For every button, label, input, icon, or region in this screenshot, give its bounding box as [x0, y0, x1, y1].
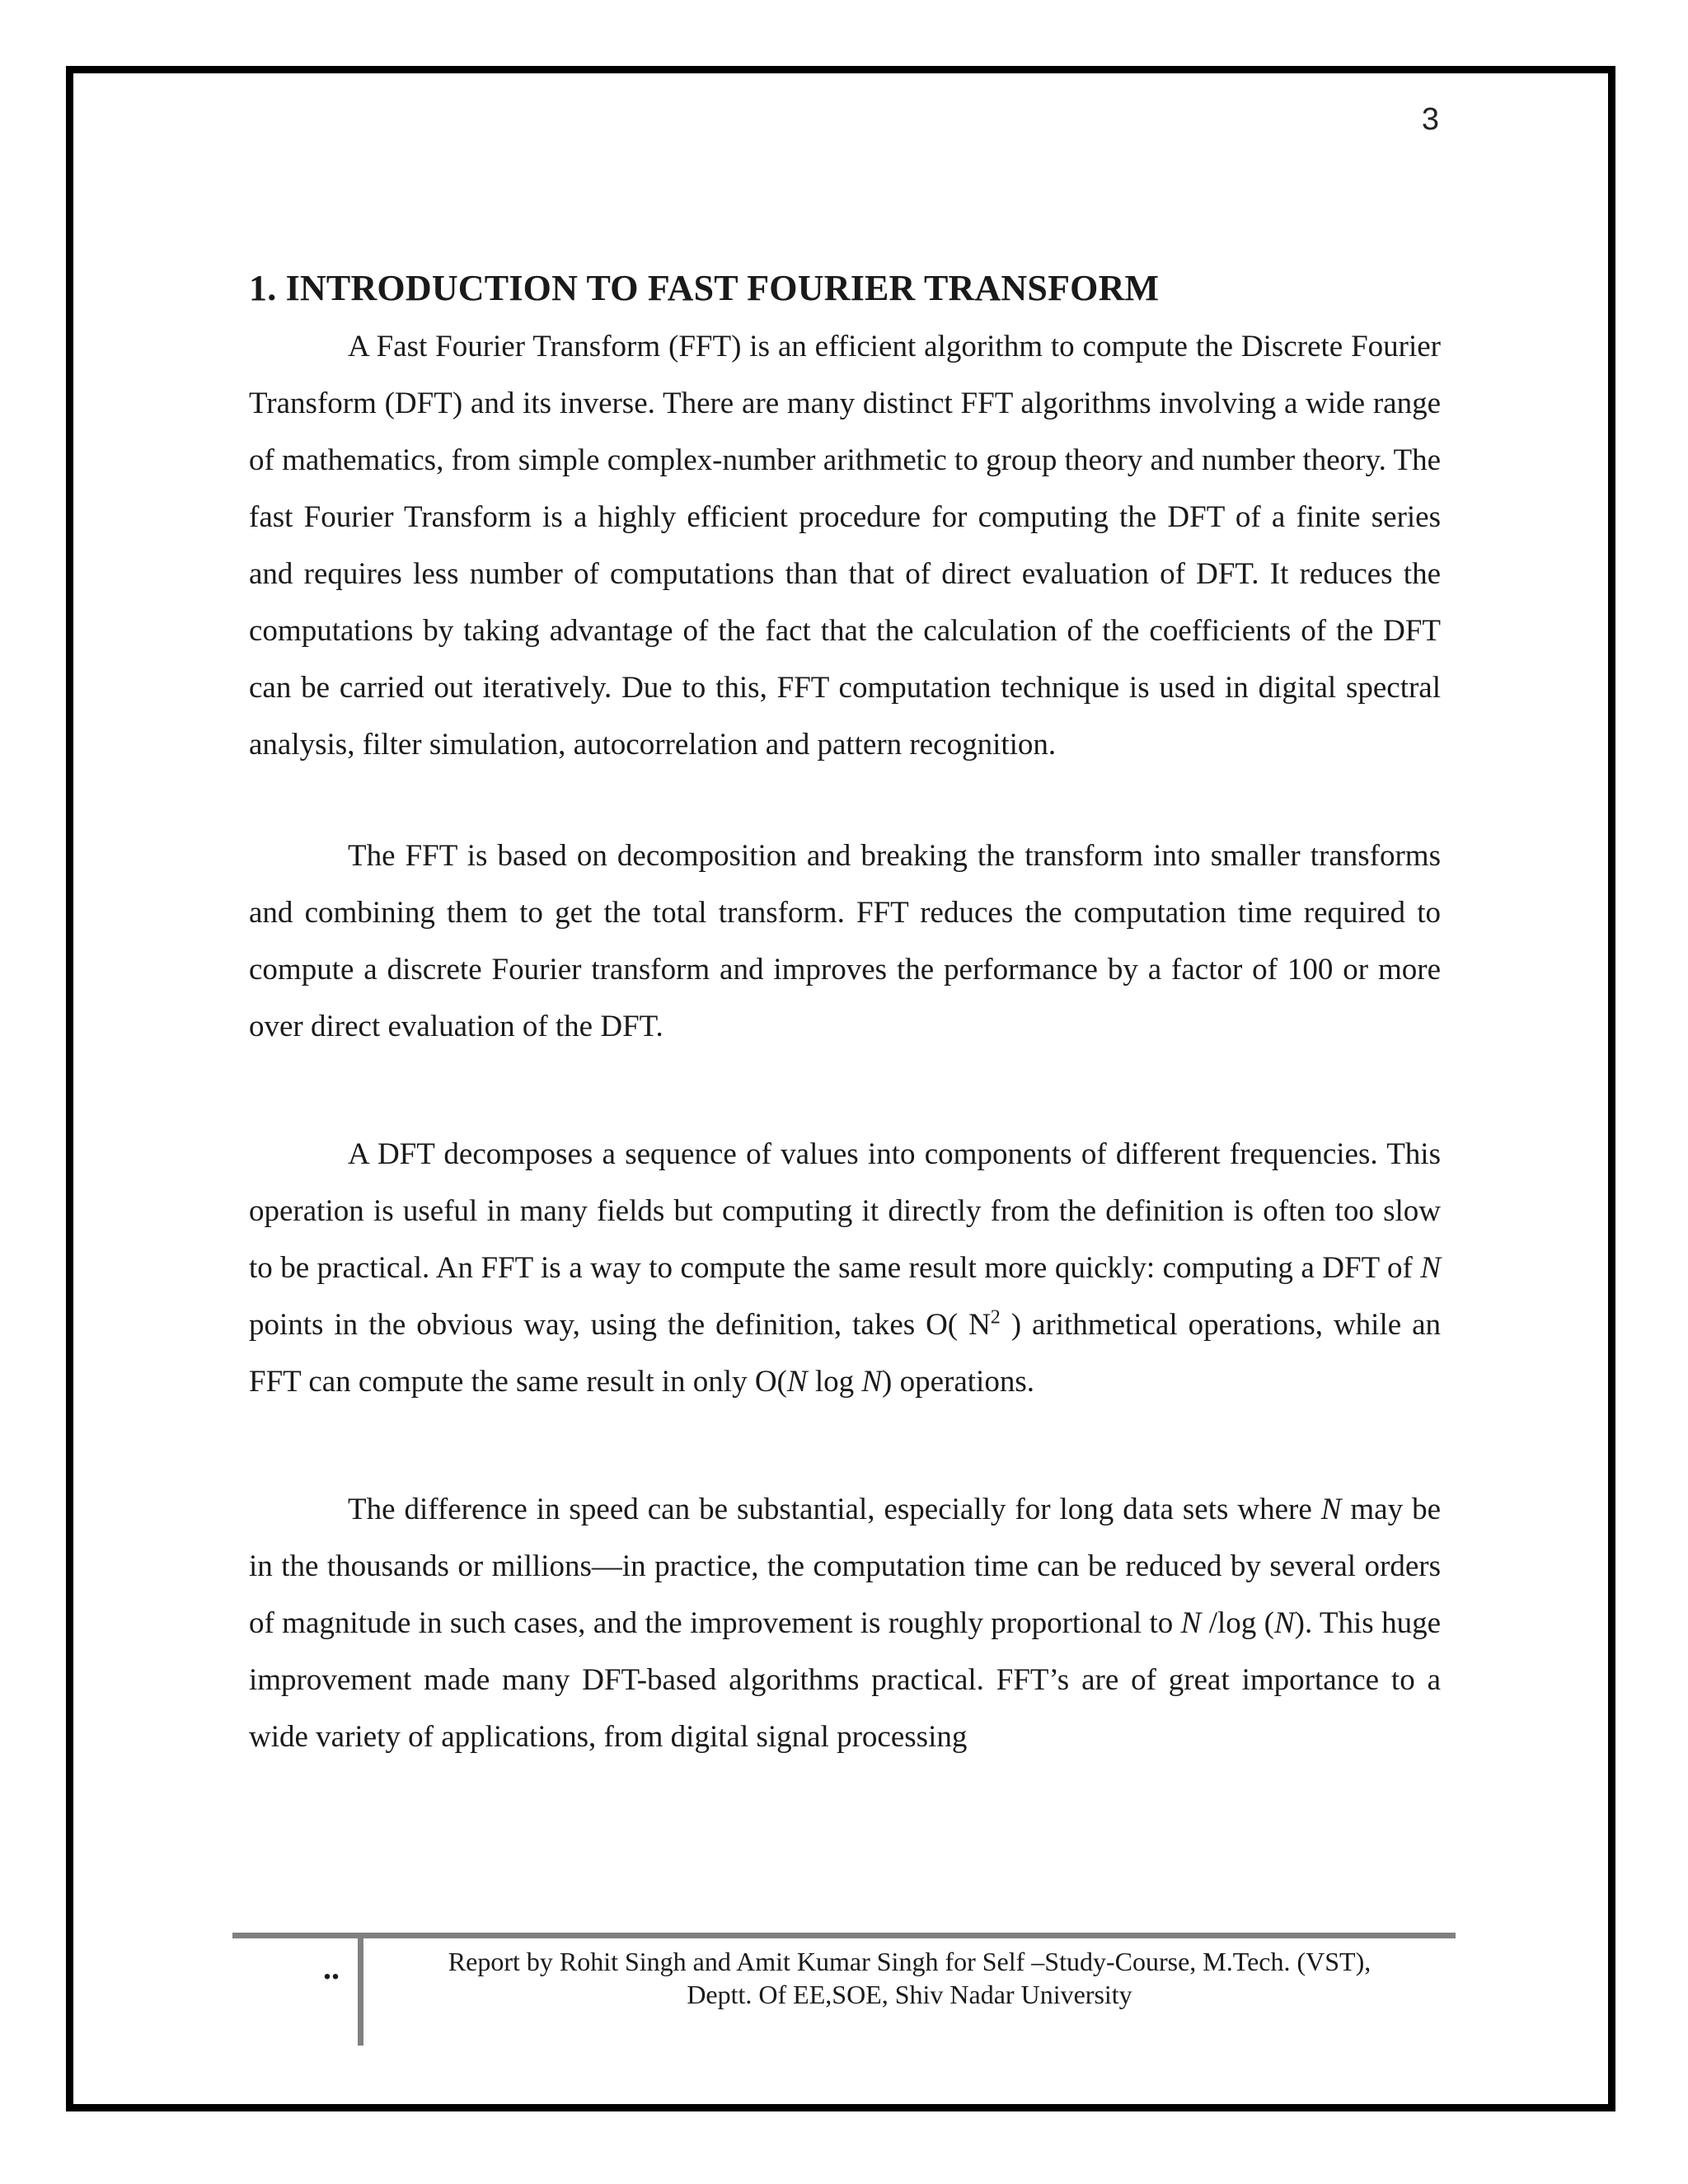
main-content — [249, 262, 1441, 1765]
paragraph-4-text-c: /log ( — [1201, 1606, 1274, 1640]
paragraph-3 — [249, 1126, 1441, 1410]
paragraph-3-var-n: N — [861, 1365, 883, 1399]
footer-line-1: Report by Rohit Singh and Amit Kumar Singh for Self –Study-Course, M.Tech. (VST), — [448, 1947, 1372, 1976]
paragraph-3-text-e: ) operations. — [882, 1365, 1034, 1399]
paragraph-3-text-a: A DFT decomposes a sequence of values into components of different frequencies. This operation is useful in many fields but computing it directly from the definition is often too slow to be practical. An FFT is a way to compute the same result more quickly: computing a DFT of — [249, 1137, 1441, 1285]
paragraph-4-text-b: may be in the thousands or millions—in practice, the computation time can be reduced by several orders of magnitude in such cases, and the improvement is roughly proportional to — [249, 1493, 1442, 1640]
footer-line-2: Deptt. Of EE,SOE, Shiv Nadar University — [687, 1980, 1132, 2009]
paragraph-4 — [249, 1481, 1441, 1765]
page-number: 3 — [1421, 102, 1439, 137]
footer-divider — [232, 1933, 1456, 1938]
section-heading: 1. INTRODUCTION TO FAST FOURIER TRANSFORM — [249, 268, 1160, 308]
paragraph-3-text-b: points in the obvious way, using the definition, takes O( N — [249, 1308, 991, 1342]
paragraph-3-text-c: ) arithmetical operations, while an FFT can compute the same result in only O( — [249, 1308, 1442, 1399]
paragraph-4-text-a: The difference in speed can be substantial, especially for long data sets where — [348, 1493, 1321, 1526]
paragraph-3-text-d: log — [807, 1365, 862, 1399]
paragraph-2: The FFT is based on decomposition and breaking the transform into smaller transforms and combining them to get the total transform. FFT reduces the computation time required to compute a discrete Fourier transform and improves the performance by a factor of 100 or more over direct evaluation of the DFT. — [249, 839, 1441, 1043]
paragraph-1: A Fast Fourier Transform (FFT) is an efficient algorithm to compute the Discrete Fourier Transform (DFT) and its inverse. There are many distinct FFT algorithms involving a wide range of mathematics, from simple complex-number arithmetic to group theory and number theory. The fast Fourier Transform is a highly efficient procedure for computing the DFT of a finite series and requires less number of computations than that of direct evaluation of DFT. It reduces the computations by taking advantage of the fact that the calculation of the coefficients of the DFT can be carried out iteratively. Due to this, FFT computation technique is used in digital spectral analysis, filter simulation, autocorrelation and pattern recognition. — [249, 330, 1441, 762]
footer-vertical-divider — [358, 1938, 363, 2046]
paragraph-4-var-n: N — [1320, 1493, 1342, 1526]
paragraph-4-text-d: ). This huge improvement made many DFT-based algorithms practical. FFT’s are of great importance to a wide variety of applications, from digital signal processing — [249, 1606, 1441, 1754]
paragraph-3-var-n: N — [1420, 1251, 1441, 1285]
paragraph-3-superscript: 2 — [990, 1306, 1001, 1329]
footer-dots: .. — [323, 1949, 340, 1986]
paragraph-4-var-n: N — [1273, 1606, 1295, 1640]
footer-text — [363, 1945, 1456, 2011]
paragraph-3-var-n: N — [786, 1365, 808, 1399]
paragraph-4-var-n: N — [1180, 1606, 1202, 1640]
